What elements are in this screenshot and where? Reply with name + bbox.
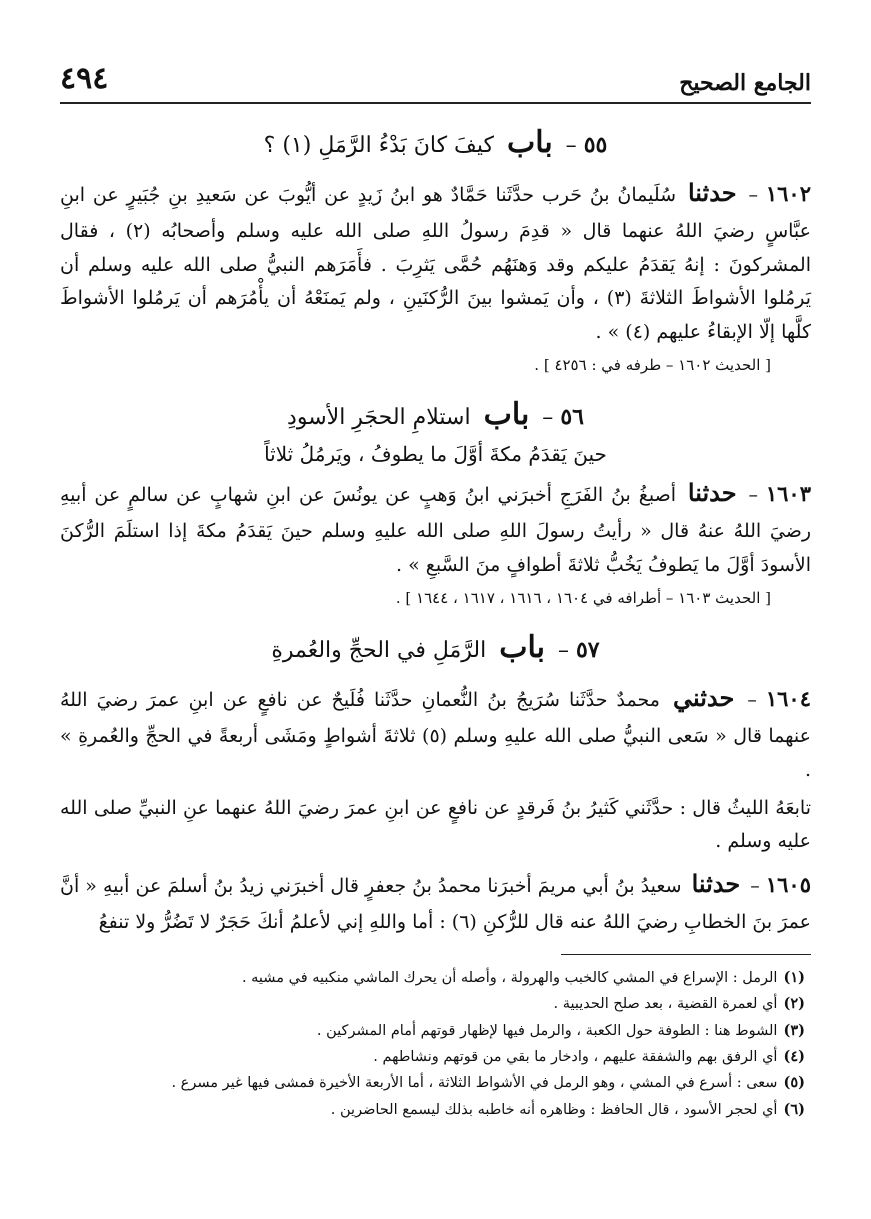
book-title: الجامع الصحيح [679, 70, 811, 96]
hadith-number: ١٦٠٣ [765, 481, 811, 507]
footnote [60, 965, 805, 991]
hadith: ١٦٠٣ – حدثنا أصبغُ بنُ الفَرَجِ أخبرَني ابنُ وَهبٍ عن يونُسَ عن ابنِ شهابٍ عن سالمٍ عن أبيهِ رضيَ اللهُ عنهُ قال « رأيتُ رسولَ اللهِ صلى الله عليهِ وسلم حينَ يَقدَمُ مكةَ إذا استلَمَ الرُّكنَ الأسودَ أوَّلَ ما يَطوفُ يَخُبُّ ثلاثةَ أطوافٍ منَ السَّبعِ » . [60, 478, 811, 576]
footnote [60, 1018, 805, 1044]
footnote-mark: (١) [783, 968, 805, 986]
footnote [60, 1097, 805, 1123]
chapter-heading: ٥٧ – باب الرَّمَلِ في الحجِّ والعُمرةِ [271, 630, 600, 666]
footnote-text: أي لعمرة القضية ، بعد صلح الحديبية . [553, 996, 778, 1013]
hadith-cross-reference: [ الحديث ١٦٠٣ – أطرافه في ١٦٠٤ ، ١٦١٦ ، ١٦١٧ ، ١٦٤٤ ] . [395, 588, 771, 607]
chapter-title: كيفَ كانَ بَدْءُ الرَّمَلِ (١) ؟ [263, 133, 494, 158]
hadith: ١٦٠٤ – حدثني محمدٌ حدَّثَنا سُرَيجُ بنُ النُّعمانِ حدَّثَنا فُلَيحٌ عن نافعٍ عن ابنِ عمرَ رضيَ اللهُ عنهما قال « سَعى النبيُّ صلى الله عليهِ وسلم (٥) ثلاثةَ أشواطٍ ومَشَى أربعةً في الحجِّ والعُمرةِ » . [60, 683, 811, 781]
footnote-mark: (٦) [783, 1100, 805, 1118]
hadith-followup: تابعَهُ الليثُ قال : حدَّثَني كَثيرُ بنُ فَرقدٍ عن نافعٍ عن ابنِ عمرَ رضيَ اللهُ عنهما عنِ النبيِّ صلى الله عليه وسلم . [60, 796, 811, 853]
footnote-mark: (٣) [783, 1021, 805, 1039]
running-head [60, 48, 811, 104]
hadith-text: أصبغُ بنُ الفَرَجِ أخبرَني ابنُ وَهبٍ عن يونُسَ عن ابنِ شهابٍ عن سالمٍ عن أبيهِ رضيَ اللهُ عنهُ قال « رأيتُ رسولَ اللهِ صلى الله عليهِ وسلم حينَ يَقدَمُ مكةَ إذا استلَمَ الرُّكنَ الأسودَ أوَّلَ ما يَطوفُ يَخُبُّ ثلاثةَ أطوافٍ منَ السَّبعِ » . [60, 484, 811, 576]
chapter-number: ٥٥ [583, 132, 608, 158]
footnote-text: الشوط هنا : الطوفة حول الكعبة ، والرمل فيها لإظهار قوتهم أمام المشركين . [316, 1022, 778, 1039]
chapter-title: استلامِ الحجَرِ الأسودِ [287, 405, 471, 431]
bab-word: باب [499, 630, 545, 666]
hadith: ١٦٠٥ – حدثنا سعيدُ بنُ أبي مريمَ أخبرَنا محمدُ بنُ جعفرٍ قال أخبرَني زيدُ بنُ أسلمَ عن أبيهِ « أنَّ عمرَ بنَ الخطابِ رضيَ اللهُ عنه قال للرُّكنِ (٦) : أما واللهِ إني لأعلمُ أنكَ حَجَرٌ لا تَضُرُّ ولا تنفعُ [60, 869, 811, 933]
footnote-text: أي لحجر الأسود ، قال الحافظ : وظاهره أنه خاطبه بذلك ليسمع الحاضرين . [330, 1101, 778, 1118]
hadith: ١٦٠٢ – حدثنا سُلَيمانُ بنُ حَرب حدَّثَنا حَمَّادٌ هو ابنُ زَيدٍ عن أيُّوبَ عن سَعيدِ بنِ جُبَيرٍ عن ابنِ عبَّاسٍ رضيَ اللهُ عنهما قال « قدِمَ رسولُ اللهِ صلى الله عليه وسلم وأصحابُه (٢) ، فقال المشركونَ : إنهُ يَقدَمُ عليكم وقد وَهنَهُم حُمَّى يَثرِبَ . فأَمَرَهم النبيُّ صلى الله عليه وسلم أن يَرمُلوا الأشواطَ الثلاثةَ (٣) ، وأن يَمشوا بينَ الرُّكنَينِ ، ولم يَمنَعْهُ أن يأْمُرَهم أن يَرمُلوا الأشواطَ كلَّها إلّا الإبقاءُ عليهم (٤) » . [60, 178, 811, 344]
footnote-text: أي الرفق بهم والشفقة عليهم ، وادخار ما بقي من قوتهم ونشاطهم . [373, 1048, 778, 1065]
hadith-text: سُلَيمانُ بنُ حَرب حدَّثَنا حَمَّادٌ هو ابنُ زَيدٍ عن أيُّوبَ عن سَعيدِ بنِ جُبَيرٍ عن ابنِ عبَّاسٍ رضيَ اللهُ عنهما قال « قدِمَ رسولُ اللهِ صلى الله عليه وسلم وأصحابُه (٢) ، فقال المشركونَ : إنهُ يَقدَمُ عليكم وقد وَهنَهُم حُمَّى يَثرِبَ . فأَمَرَهم النبيُّ صلى الله عليه وسلم أن يَرمُلوا الأشواطَ الثلاثةَ (٣) ، وأن يَمشوا بينَ الرُّكنَينِ ، ولم يَمنَعْهُ أن يأْمُرَهم أن يَرمُلوا الأشواطَ كلَّها إلّا الإبقاءُ عليهم (٤) » . [60, 184, 811, 344]
footnotes [60, 965, 811, 1123]
hadith-number: ١٦٠٥ [765, 872, 811, 898]
hadith-text: محمدٌ حدَّثَنا سُرَيجُ بنُ النُّعمانِ حدَّثَنا فُلَيحٌ عن نافعٍ عن ابنِ عمرَ رضيَ اللهُ عنهما قال « سَعى النبيُّ صلى الله عليهِ وسلم (٥) ثلاثةَ أشواطٍ ومَشَى أربعةً في الحجِّ والعُمرةِ » . [60, 689, 811, 781]
footnote-mark: (٤) [783, 1047, 805, 1065]
hadith-opener: حدثني [672, 683, 735, 713]
page-number: ٤٩٤ [60, 61, 109, 96]
chapter-title: الرَّمَلِ في الحجِّ والعُمرةِ [271, 638, 487, 664]
footnote-divider [561, 954, 811, 955]
footnote [60, 991, 805, 1017]
hadith-cross-reference: [ الحديث ١٦٠٢ – طرفه في : ٤٢٥٦ ] . [534, 355, 771, 374]
footnote [60, 1044, 805, 1070]
hadith-number: ١٦٠٤ [765, 686, 811, 712]
chapter-heading: ٥٦ – باب استلامِ الحجَرِ الأسودِ [287, 397, 584, 433]
footnote-text: سعى : أسرع في المشي ، وهو الرمل في الأشواط الثلاثة ، أما الأربعة الأخيرة فمشى فيها غير مسرع . [171, 1075, 778, 1092]
hadith-text: سعيدُ بنُ أبي مريمَ أخبرَنا محمدُ بنُ جعفرٍ قال أخبرَني زيدُ بنُ أسلمَ عن أبيهِ « أنَّ عمرَ بنَ الخطابِ رضيَ اللهُ عنه قال للرُّكنِ (٦) : أما واللهِ إني لأعلمُ أنكَ حَجَرٌ لا تَضُرُّ ولا تنفعُ [60, 875, 811, 933]
bab-word: باب [506, 125, 553, 160]
footnote-mark: (٥) [783, 1074, 805, 1092]
chapter-subtitle: حينَ يَقدَمُ مكةَ أوَّلَ ما يطوفُ ، ويَرمُلُ ثلاثاً [264, 442, 607, 467]
footnote-mark: (٢) [783, 995, 805, 1013]
chapter-number: ٥٧ [575, 637, 600, 664]
footnote [60, 1070, 805, 1096]
bab-word: باب [483, 397, 530, 433]
chapter-heading: ٥٥ – باب كيفَ كانَ بَدْءُ الرَّمَلِ (١) ؟ [263, 125, 608, 160]
footnote-text: الرمل : الإسراع في المشي كالخبب والهرولة ، وأصله أن يحرك الماشي منكبيه في مشيه . [241, 969, 778, 986]
hadith-opener: حدثنا [691, 869, 741, 899]
hadith-opener: حدثنا [687, 478, 737, 508]
hadith-opener: حدثنا [687, 178, 737, 207]
hadith-number: ١٦٠٢ [765, 181, 811, 206]
chapter-number: ٥٦ [560, 404, 584, 431]
